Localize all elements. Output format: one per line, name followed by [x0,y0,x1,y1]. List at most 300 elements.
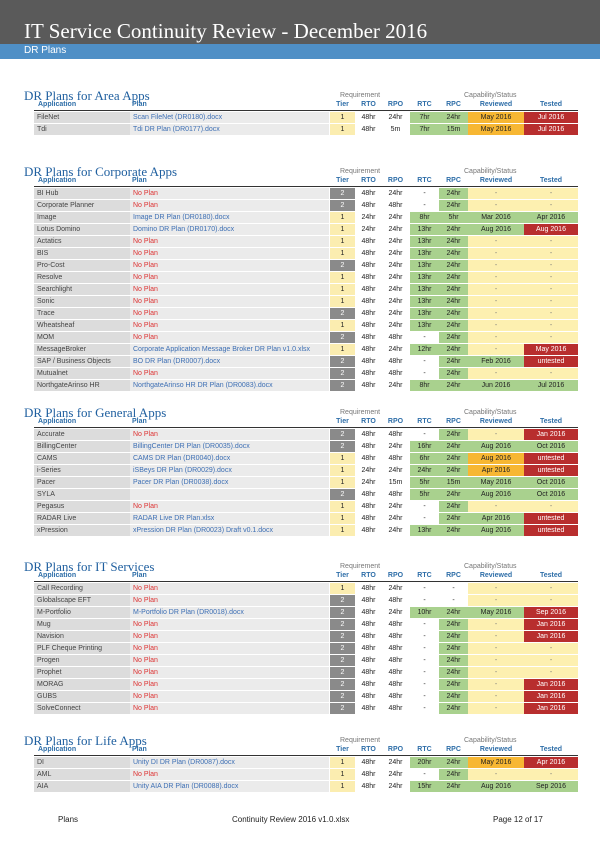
column-header-rpc: RPC [446,101,461,108]
application-name: MessageBroker [34,344,130,355]
application-name: BillingCenter [34,441,130,452]
tested-value: - [524,296,578,307]
rtc-value: 13hr [410,236,439,247]
dr-section [0,164,600,394]
rpo-value: 24hr [388,609,403,616]
column-header-tested: Tested [539,746,563,753]
rpc-value: 24hr [439,757,468,768]
application-name: MORAG [34,679,130,690]
plan-link: No Plan [130,631,329,642]
requirement-group-label: Requirement [340,409,381,416]
tested-value: - [524,260,578,271]
rpc-value: 24hr [439,260,468,271]
rtc-value: - [410,332,439,343]
table-row [34,236,578,248]
tested-value: untested [524,465,578,476]
application-name: BIS [34,248,130,259]
rpc-value: 24hr [439,356,468,367]
tier-value: 1 [330,272,355,283]
tested-value: Jul 2016 [524,380,578,391]
rpo-value: 24hr [388,759,403,766]
rto-value: 48hr [361,126,376,133]
tier-value: 1 [330,583,355,594]
rto-value: 48hr [361,358,376,365]
reviewed-value: Aug 2016 [468,224,524,235]
tier-value: 2 [330,332,355,343]
application-name: xPression [34,525,130,536]
tier-value: 2 [330,619,355,630]
tier-value: 1 [330,320,355,331]
plan-link[interactable]: Unity DI DR Plan (DR0087).docx [130,757,329,768]
tested-value: - [524,643,578,654]
rto-value: 24hr [361,226,376,233]
application-name: Image [34,212,130,223]
tested-value: Oct 2016 [524,477,578,488]
rpo-value: 24hr [388,274,403,281]
column-header-plan: Plan [132,101,147,108]
tested-value: - [524,667,578,678]
plan-link: No Plan [130,655,329,666]
table-row [34,525,578,537]
table-row [34,619,578,631]
rtc-value: - [410,356,439,367]
tested-value: - [524,368,578,379]
rpo-value: 48hr [388,358,403,365]
tier-value: 1 [330,781,355,792]
requirement-group-label: Requirement [340,737,381,744]
rtc-value: 13hr [410,320,439,331]
column-header-plan: Plan [132,177,147,184]
tested-value: - [524,769,578,780]
tested-value: - [524,284,578,295]
table-row [34,655,578,667]
rpo-value: 48hr [388,334,403,341]
rtc-value: - [410,429,439,440]
table-row [34,477,578,489]
rpo-value: 24hr [388,298,403,305]
header-divider [34,186,578,187]
column-header-rtc: RTC [417,177,432,184]
plan-link[interactable]: NorthgateArinso HR DR Plan (DR0083).docx [130,380,329,391]
tier-value: 1 [330,501,355,512]
tested-value: Apr 2016 [524,212,578,223]
rtc-value: 7hr [410,112,439,123]
rpc-value: 24hr [439,344,468,355]
rpo-value: 48hr [388,455,403,462]
plan-link: No Plan [130,679,329,690]
rpc-value: 24hr [439,501,468,512]
rtc-value: 13hr [410,248,439,259]
rtc-value: 15hr [410,781,439,792]
reviewed-value: Aug 2016 [468,441,524,452]
rpo-value: 24hr [388,322,403,329]
column-header-tier: Tier [336,746,349,753]
column-header-rpo: RPO [387,746,404,753]
tested-value: untested [524,525,578,536]
plan-link: No Plan [130,236,329,247]
plan-link[interactable]: Image DR Plan (DR0180).docx [130,212,329,223]
plan-link: No Plan [130,308,329,319]
application-name: M-Portfolio [34,607,130,618]
table-row [34,272,578,284]
rto-value: 48hr [361,346,376,353]
application-name: Resolve [34,272,130,283]
plan-link[interactable]: M-Portfolio DR Plan (DR0018).docx [130,607,329,618]
application-name: SAP / Business Objects [34,356,130,367]
plan-link[interactable]: Scan FileNet (DR0180).docx [130,112,329,123]
rpo-value: 24hr [388,527,403,534]
rtc-value: - [410,583,439,594]
reviewed-value: - [468,320,524,331]
tested-value: Sep 2016 [524,607,578,618]
tier-value: 1 [330,453,355,464]
rpc-value: 24hr [439,631,468,642]
reviewed-value: Jun 2016 [468,380,524,391]
tier-value: 1 [330,465,355,476]
plan-link[interactable]: CAMS DR Plan (DR0040).docx [130,453,329,464]
rto-value: 48hr [361,286,376,293]
plan-link[interactable]: iSBeys DR Plan (DR0029).docx [130,465,329,476]
column-header-rpo: RPO [387,418,404,425]
tier-value: 1 [330,769,355,780]
rtc-value: - [410,188,439,199]
column-header-reviewed: Reviewed [479,418,513,425]
plan-link[interactable]: RADAR Live DR Plan.xlsx [130,513,329,524]
application-name: SolveConnect [34,703,130,714]
plan-link: No Plan [130,296,329,307]
rtc-value: - [410,691,439,702]
tier-value: 1 [330,344,355,355]
tier-value: 1 [330,248,355,259]
plan-link[interactable]: Domino DR Plan (DR0170).docx [130,224,329,235]
application-name: RADAR Live [34,513,130,524]
table-row [34,583,578,595]
rpo-value: 24hr [388,467,403,474]
rtc-value: 13hr [410,525,439,536]
reviewed-value: - [468,248,524,259]
rto-value: 48hr [361,190,376,197]
rpc-value: - [439,583,468,594]
application-name: Sonic [34,296,130,307]
rto-value: 24hr [361,467,376,474]
reviewed-value: Aug 2016 [468,525,524,536]
header-divider [34,110,578,111]
rtc-value: 13hr [410,224,439,235]
tier-value: 2 [330,356,355,367]
tier-value: 1 [330,525,355,536]
rpc-value: 24hr [439,296,468,307]
column-header-tested: Tested [539,418,563,425]
table-row [34,248,578,260]
rtc-value: - [410,619,439,630]
rto-value: 48hr [361,657,376,664]
application-name: Mug [34,619,130,630]
plan-link[interactable]: Pacer DR Plan (DR0038).docx [130,477,329,488]
rpo-value: 24hr [388,262,403,269]
rtc-value: - [410,667,439,678]
rpc-value: 24hr [439,441,468,452]
plan-link: No Plan [130,248,329,259]
plan-link[interactable]: Unity AIA DR Plan (DR0088).docx [130,781,329,792]
table-row [34,224,578,236]
reviewed-value: - [468,200,524,211]
rto-value: 48hr [361,783,376,790]
rto-value: 48hr [361,585,376,592]
table-row [34,356,578,368]
application-name: SYLA [34,489,130,500]
column-header-tested: Tested [539,177,563,184]
reviewed-value: - [468,667,524,678]
table-row [34,332,578,344]
column-header-application: Application [38,177,77,184]
rtc-value: 7hr [410,124,439,135]
rpc-value: 24hr [439,619,468,630]
column-header-rtc: RTC [417,746,432,753]
tested-value: - [524,583,578,594]
reviewed-value: - [468,691,524,702]
rtc-value: - [410,513,439,524]
page-title: IT Service Continuity Review - December 2016 [24,19,428,43]
rtc-value: 24hr [410,465,439,476]
plan-link[interactable]: xPression DR Plan (DR0023) Draft v0.1.docx [130,525,329,536]
plan-link[interactable]: Corporate Application Message Broker DR Plan v1.0.xlsx [130,344,329,355]
rtc-value: 20hr [410,757,439,768]
rtc-value: 13hr [410,308,439,319]
table-row [34,441,578,453]
table-row [34,200,578,212]
rpo-value: 48hr [388,669,403,676]
rpo-value: 15m [388,479,403,486]
rpo-value: 48hr [388,633,403,640]
rpo-value: 24hr [388,783,403,790]
rto-value: 48hr [361,202,376,209]
plan-link[interactable]: BO DR Plan (DR0007).docx [130,356,329,367]
tier-value: 2 [330,643,355,654]
reviewed-value: May 2016 [468,477,524,488]
reviewed-value: - [468,655,524,666]
rtc-value: - [410,631,439,642]
table-row [34,212,578,224]
rpo-value: 24hr [388,382,403,389]
tier-value: 1 [330,224,355,235]
rpo-value: 24hr [388,250,403,257]
plan-link: No Plan [130,703,329,714]
reviewed-value: - [468,643,524,654]
plan-link: No Plan [130,583,329,594]
tier-value: 1 [330,236,355,247]
table-row [34,769,578,781]
reviewed-value: - [468,501,524,512]
application-name: Mutualnet [34,368,130,379]
application-name: Globalscape EFT [34,595,130,606]
tested-value: - [524,272,578,283]
tier-value: 2 [330,308,355,319]
plan-link: No Plan [130,272,329,283]
tested-value: Sep 2016 [524,781,578,792]
rto-value: 48hr [361,527,376,534]
rpc-value: 24hr [439,607,468,618]
rto-value: 48hr [361,334,376,341]
rpc-value: 24hr [439,320,468,331]
application-name: AML [34,769,130,780]
column-header-reviewed: Reviewed [479,572,513,579]
column-header-application: Application [38,572,77,579]
rto-value: 48hr [361,382,376,389]
plan-link[interactable]: BillingCenter DR Plan (DR0035).docx [130,441,329,452]
table-row [34,344,578,356]
column-header-rtc: RTC [417,418,432,425]
rpc-value: 15m [439,124,468,135]
table-row [34,703,578,715]
rpc-value: 24hr [439,200,468,211]
application-name: NorthgateArinso HR [34,380,130,391]
application-name: Pro-Cost [34,260,130,271]
application-name: Tdi [34,124,130,135]
section-title: DR Plans for IT Services [24,559,155,574]
table-row [34,296,578,308]
rtc-value: 5hr [410,477,439,488]
rto-value: 48hr [361,322,376,329]
plan-link: No Plan [130,769,329,780]
tier-value: 1 [330,513,355,524]
table-row [34,465,578,477]
application-name: Pegasus [34,501,130,512]
column-header-rto: RTO [361,101,376,108]
application-name: Pacer [34,477,130,488]
rtc-value: 13hr [410,284,439,295]
plan-link: No Plan [130,368,329,379]
rpo-value: 24hr [388,214,403,221]
tier-value: 1 [330,757,355,768]
table-row [34,124,578,136]
tier-value: 2 [330,188,355,199]
column-header-rpc: RPC [446,177,461,184]
application-name: Searchlight [34,284,130,295]
tested-value: Jan 2016 [524,619,578,630]
tested-value: Oct 2016 [524,489,578,500]
table-row [34,501,578,513]
reviewed-value: Apr 2016 [468,465,524,476]
rpo-value: 48hr [388,705,403,712]
reviewed-value: Mar 2016 [468,212,524,223]
column-header-tier: Tier [336,101,349,108]
rto-value: 48hr [361,771,376,778]
tested-value: Aug 2016 [524,224,578,235]
rpo-value: 24hr [388,771,403,778]
rto-value: 48hr [361,491,376,498]
column-header-application: Application [38,101,77,108]
column-header-rpc: RPC [446,418,461,425]
column-header-rpo: RPO [387,572,404,579]
reviewed-value: - [468,188,524,199]
column-header-tested: Tested [539,572,563,579]
dr-section [0,733,600,795]
rtc-value: 5hr [410,489,439,500]
table-row [34,643,578,655]
rto-value: 48hr [361,693,376,700]
rpo-value: 24hr [388,190,403,197]
reviewed-value: Feb 2016 [468,356,524,367]
rtc-value: - [410,703,439,714]
rpc-value: 24hr [439,380,468,391]
rpc-value: 24hr [439,679,468,690]
reviewed-value: - [468,308,524,319]
reviewed-value: May 2016 [468,112,524,123]
rpc-value: 24hr [439,453,468,464]
table-row [34,284,578,296]
column-header-rto: RTO [361,418,376,425]
rpo-value: 24hr [388,310,403,317]
tested-value: - [524,308,578,319]
application-name: i-Series [34,465,130,476]
plan-link: No Plan [130,595,329,606]
reviewed-value: May 2016 [468,607,524,618]
table-row [34,595,578,607]
application-name: Accurate [34,429,130,440]
plan-link[interactable] [130,489,329,500]
application-name: PLF Cheque Printing [34,643,130,654]
tested-value: - [524,188,578,199]
column-header-rpc: RPC [446,572,461,579]
rtc-value: 10hr [410,607,439,618]
tested-value: - [524,332,578,343]
plan-link: No Plan [130,429,329,440]
header-divider [34,755,578,756]
tested-value: - [524,595,578,606]
rto-value: 48hr [361,298,376,305]
column-header-rto: RTO [361,177,376,184]
rpc-value: 24hr [439,188,468,199]
tier-value: 2 [330,200,355,211]
application-name: AIA [34,781,130,792]
column-header-rtc: RTC [417,101,432,108]
rpo-value: 24hr [388,443,403,450]
capability-group-label: Capability/Status [464,92,517,99]
rpo-value: 24hr [388,515,403,522]
requirement-group-label: Requirement [340,168,381,175]
tested-value: Jan 2016 [524,679,578,690]
rtc-value: 13hr [410,296,439,307]
plan-link[interactable]: Tdi DR Plan (DR0177).docx [130,124,329,135]
reviewed-value: - [468,272,524,283]
application-name: Progen [34,655,130,666]
column-header-rto: RTO [361,746,376,753]
tested-value: Jul 2016 [524,124,578,135]
reviewed-value: - [468,583,524,594]
rto-value: 48hr [361,515,376,522]
tier-value: 2 [330,260,355,271]
section-title: DR Plans for General Apps [24,405,167,420]
table-row [34,489,578,501]
rpc-value: - [439,595,468,606]
table-row [34,453,578,465]
column-header-tier: Tier [336,177,349,184]
tier-value: 2 [330,703,355,714]
plan-link: No Plan [130,284,329,295]
application-name: DI [34,757,130,768]
application-name: FileNet [34,112,130,123]
tier-value: 1 [330,212,355,223]
tier-value: 2 [330,691,355,702]
rpc-value: 24hr [439,655,468,666]
plan-link: No Plan [130,188,329,199]
rpc-value: 24hr [439,284,468,295]
reviewed-value: Aug 2016 [468,453,524,464]
column-header-application: Application [38,746,77,753]
reviewed-value: - [468,332,524,343]
rtc-value: 13hr [410,272,439,283]
table-row [34,607,578,619]
